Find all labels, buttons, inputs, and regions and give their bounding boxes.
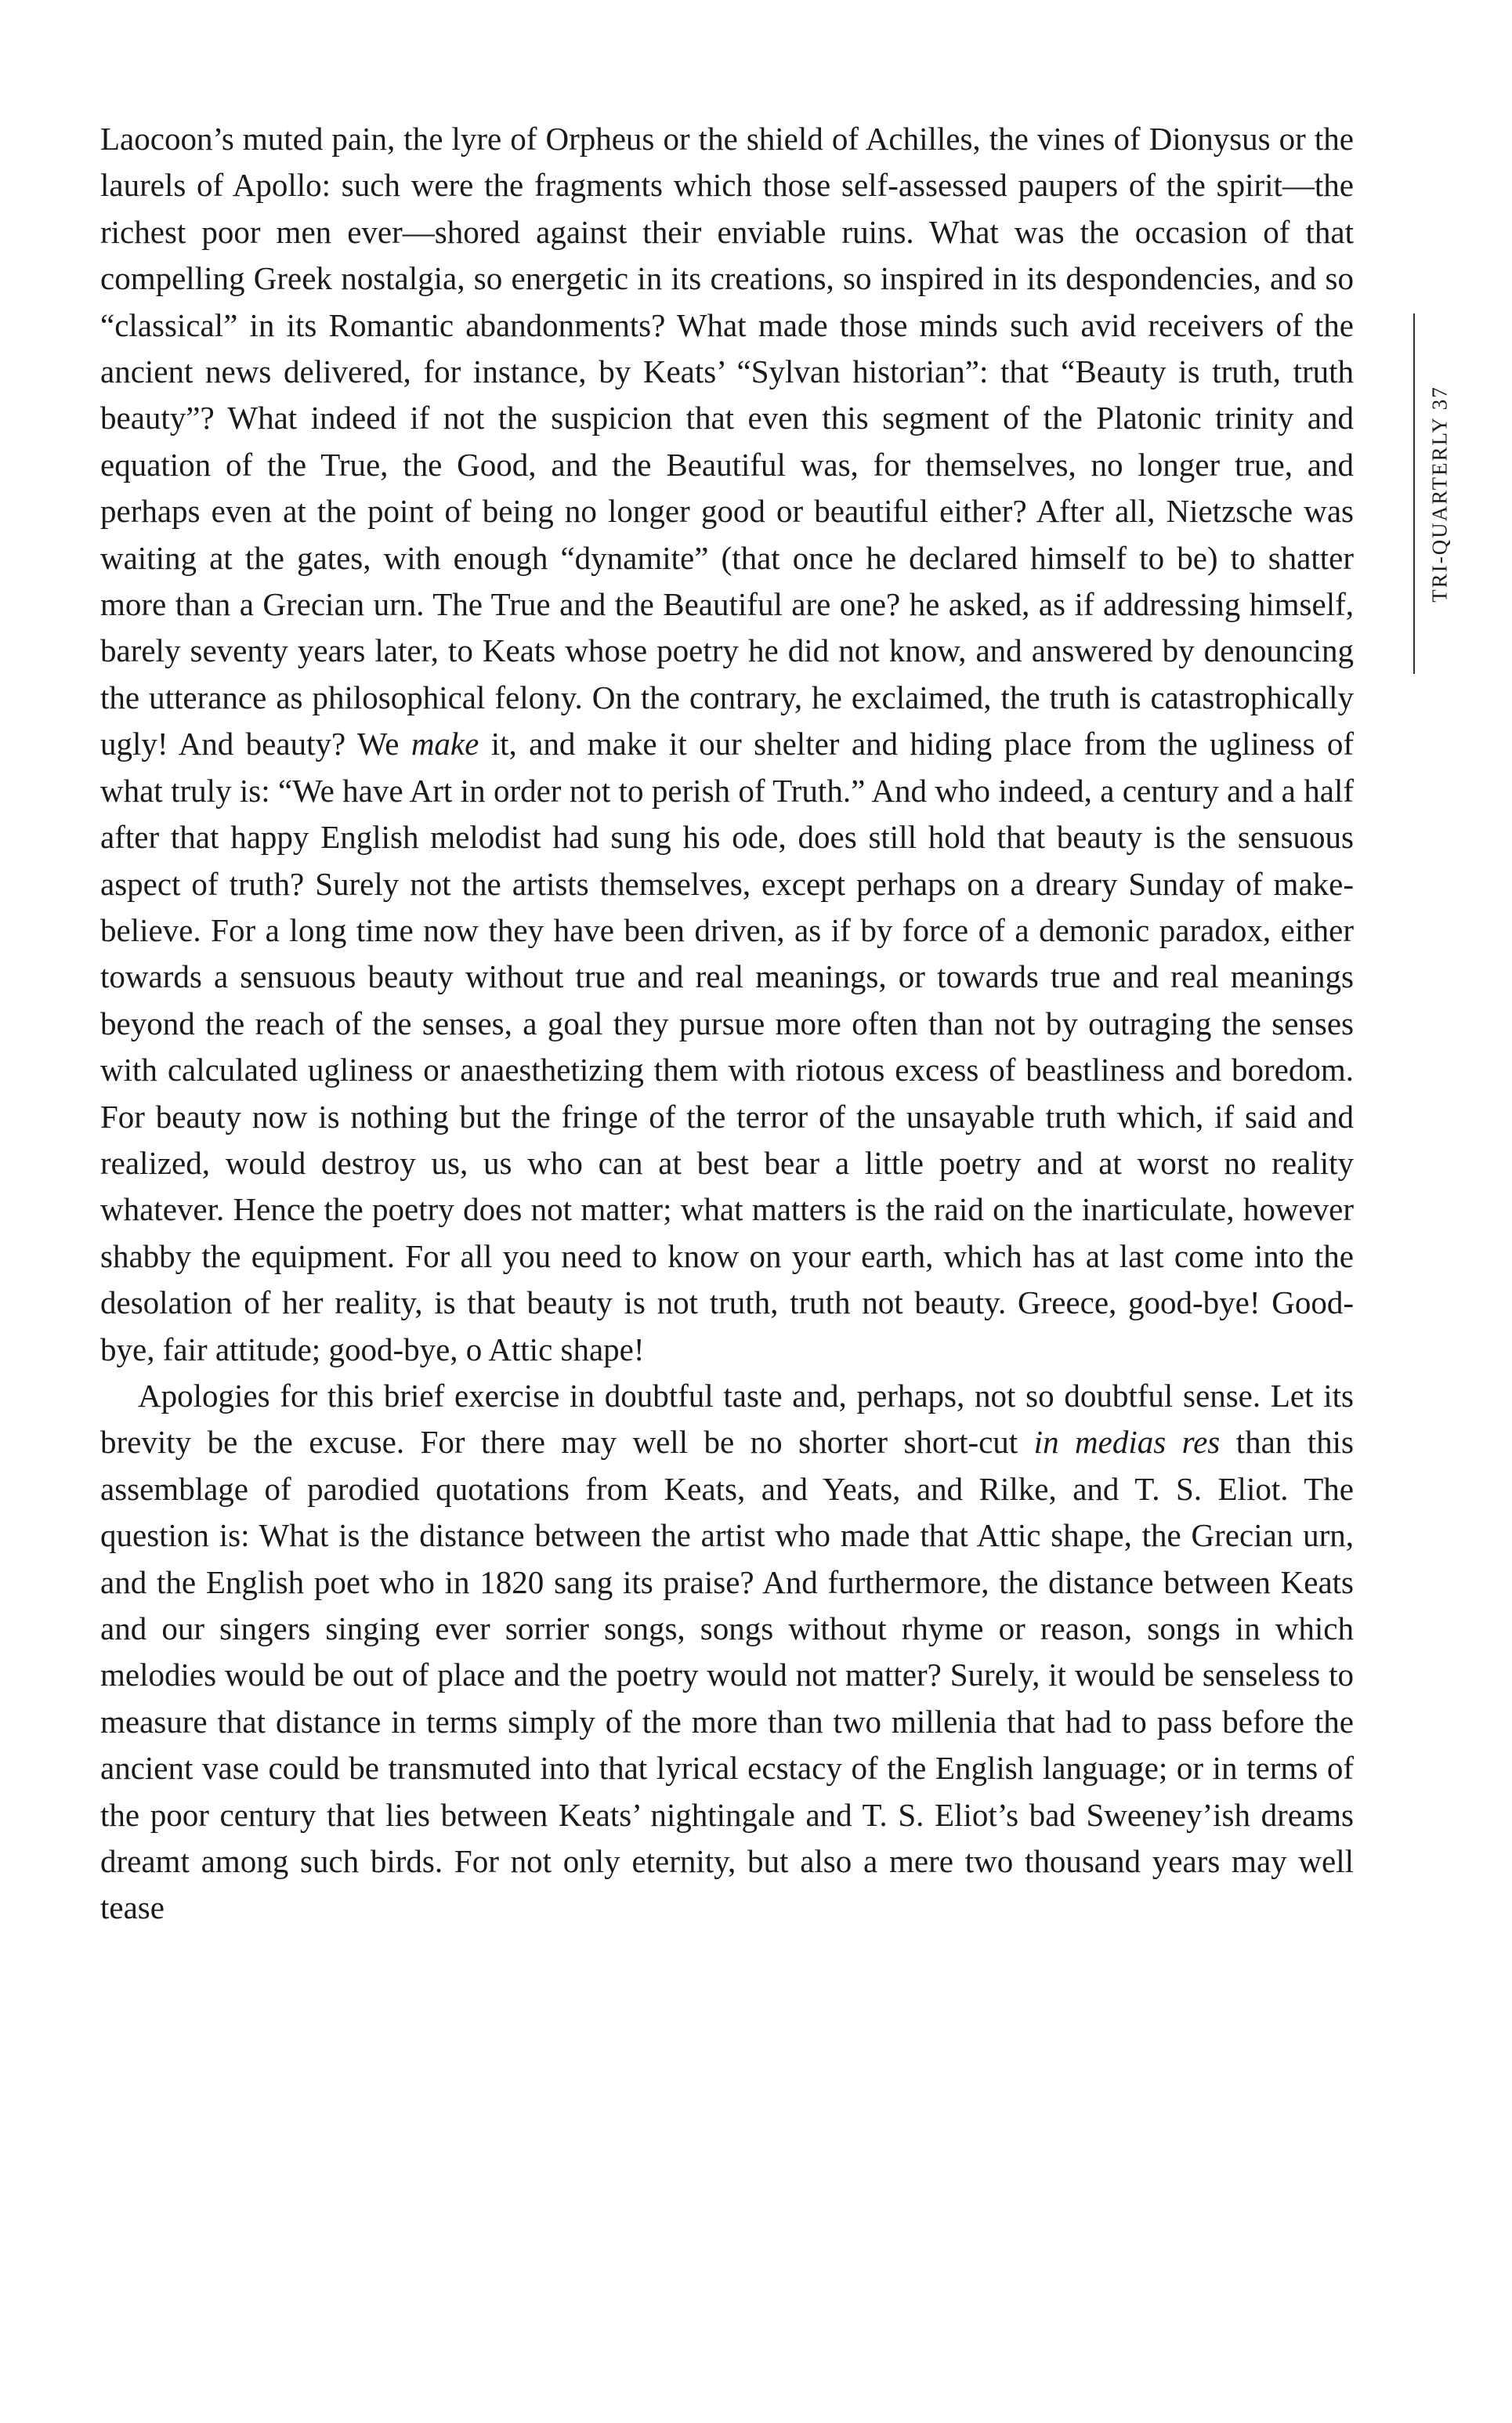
paragraph-2: [100, 1373, 1354, 1932]
running-head: [1424, 313, 1456, 674]
essay-body: [100, 116, 1354, 1932]
paragraph-1-text-a: Laocoon’s muted pain, the lyre of Orpheus or the shield of Achilles, the vines of Dionysus or the laurels of Apollo: such were the fragments which those self-assessed paupers of the spirit—the richest poor men ever—shored against their enviable ruins. What was the occasion of that compelling Greek nostalgia, so energetic in its creations, so inspired in its despondencies, and so “classical” in its Romantic abandonments? What made those minds such avid receivers of the ancient news delivered, for instance, by Keats’ “Sylvan historian”: that “Beauty is truth, truth beauty”? What indeed if not the suspicion that even this segment of the Platonic trinity and equation of the True, the Good, and the Beautiful was, for themselves, no longer true, and perhaps even at the point of being no longer good or beautiful either? After all, Nietzsche was waiting at the gates, with enough “dynamite” (that once he declared himself to be) to shatter more than a Grecian urn. The True and the Beautiful are one? he asked, as if addressing himself, barely seventy years later, to Keats whose poetry he did not know, and answered by denouncing the utterance as philosophical felony. On the contrary, he exclaimed, the truth is catastrophically ugly! And beauty? We: [100, 121, 1354, 762]
paragraph-1: [100, 116, 1354, 1373]
paragraph-2-emphasis: in medias res: [1033, 1424, 1221, 1461]
paragraph-2-text-b: than this assemblage of parodied quotations from Keats, and Yeats, and Rilke, and T. S. Eliot. The question is: What is the distance between the artist who made that Attic shape, the Grecian urn, and the English poet who in 1820 sang its praise? And furthermore, the distance between Keats and our singers singing ever sorrier songs, songs without rhyme or reason, songs in which melodies would be out of place and the poetry would not matter? Surely, it would be senseless to measure that distance in terms simply of the more than two millenia that had to pass before the ancient vase could be transmuted into that lyrical ecstacy of the English language; or in terms of the poor century that lies between Keats’ nightingale and T. S. Eliot’s bad Sweeney’ish dreams dreamt among such birds. For not only eternity, but also a mere two thousand years may well tease: [100, 1424, 1354, 1926]
paragraph-1-text-b: it, and make it our shelter and hiding place from the ugliness of what truly is: “We have Art in order not to perish of Truth.” And who indeed, a century and a half after that happy English melodist had sung his ode, does still hold that beauty is the sensuous aspect of truth? Surely not the artists themselves, except perhaps on a dreary Sunday of make-believe. For a long time now they have been driven, as if by force of a demonic paradox, either towards a sensuous beauty without true and real meanings, or towards true and real meanings beyond the reach of the senses, a goal they pursue more often than not by outraging the senses with calculated ugliness or anaesthetizing them with riotous excess of beastliness and boredom. For beauty now is nothing but the fringe of the terror of the unsayable truth which, if said and realized, would destroy us, us who can at best bear a little poetry and at worst no reality whatever. Hence the poetry does not matter; what matters is the raid on the inarticulate, however shabby the equipment. For all you need to know on your earth, which has at last come into the desolation of her reality, is that beauty is not truth, truth not beauty. Greece, good-bye! Good-bye, fair attitude; good-bye, o Attic shape!: [100, 726, 1354, 1367]
paragraph-1-emphasis: make: [411, 726, 479, 762]
margin-rule: [1413, 313, 1415, 674]
paragraph-2-text-a: Apologies for this brief exercise in doubtful taste and, perhaps, not so doubtful sense. Let its brevity be the excuse. For there may well be no shorter short-cut: [100, 1377, 1354, 1461]
running-head-label: TRI-QUARTERLY 37: [1427, 385, 1452, 603]
